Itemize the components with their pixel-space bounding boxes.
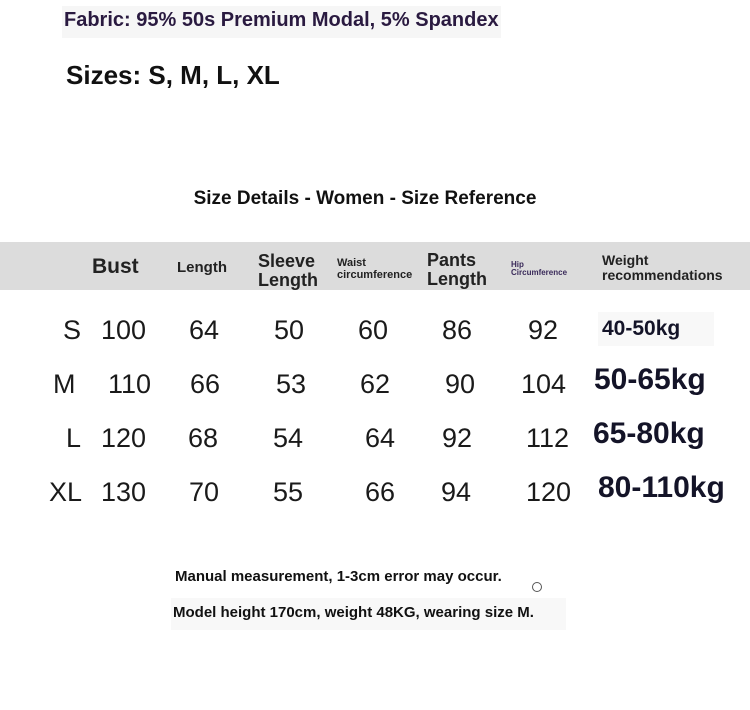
header-length: Length bbox=[177, 259, 227, 276]
row-m-waist: 62 bbox=[360, 369, 391, 399]
header-sleeve-length bbox=[258, 252, 318, 290]
row-s-weight: 40-50kg bbox=[598, 312, 714, 346]
row-l-pants: 92 bbox=[442, 423, 473, 453]
header-pants-length bbox=[427, 251, 487, 289]
row-xl-waist: 66 bbox=[365, 477, 396, 507]
row-m-pants: 90 bbox=[445, 369, 476, 399]
header-pants-line2: Length bbox=[427, 268, 487, 289]
model-note: Model height 170cm, weight 48KG, wearing size M. bbox=[171, 598, 566, 630]
row-xl-bust: 130 bbox=[101, 477, 147, 507]
header-pants-line1: Pants bbox=[427, 250, 477, 270]
header-waist-line2: circumference bbox=[337, 268, 413, 281]
sizes-text: Sizes: S, M, L, XL bbox=[66, 60, 280, 90]
row-m-bust: 110 bbox=[108, 369, 152, 399]
size-details-title: Size Details - Women - Size Reference bbox=[193, 188, 537, 209]
row-s-pants: 86 bbox=[442, 315, 473, 345]
row-xl-sleeve: 55 bbox=[273, 477, 304, 507]
header-weight-line2: recommendations bbox=[602, 266, 723, 283]
row-m-weight: 50-65kg bbox=[594, 363, 706, 396]
row-s-sleeve: 50 bbox=[274, 315, 305, 345]
row-l-size: L bbox=[66, 423, 82, 453]
row-m-sleeve: 53 bbox=[276, 369, 307, 399]
header-hip-line2: Circumference bbox=[511, 268, 568, 278]
row-l-length: 68 bbox=[188, 423, 219, 453]
row-s-bust: 100 bbox=[101, 315, 147, 345]
row-s-waist: 60 bbox=[358, 315, 389, 345]
row-l-bust: 120 bbox=[101, 423, 147, 453]
measurement-note: Manual measurement, 1-3cm error may occur. bbox=[175, 568, 502, 585]
header-weight-recommendations bbox=[602, 253, 723, 282]
row-l-hip: 112 bbox=[526, 423, 570, 453]
header-waist-line1: Waist bbox=[337, 257, 366, 269]
row-l-weight: 65-80kg bbox=[593, 417, 705, 450]
row-xl-pants: 94 bbox=[441, 477, 472, 507]
header-weight-line1: Weight bbox=[602, 252, 649, 268]
header-hip-circumference bbox=[511, 261, 567, 278]
row-m-length: 66 bbox=[190, 369, 221, 399]
row-xl-size: XL bbox=[49, 477, 83, 507]
row-l-waist: 64 bbox=[365, 423, 396, 453]
row-m-size: M bbox=[53, 369, 76, 399]
row-xl-length: 70 bbox=[189, 477, 220, 507]
fabric-text: Fabric: 95% 50s Premium Modal, 5% Spandex bbox=[62, 6, 501, 38]
row-s-hip: 92 bbox=[528, 315, 559, 345]
header-sleeve-line2: Length bbox=[258, 269, 318, 290]
header-bust: Bust bbox=[92, 255, 139, 278]
row-xl-hip: 120 bbox=[526, 477, 572, 507]
row-s-length: 64 bbox=[189, 315, 220, 345]
small-circle-icon bbox=[532, 582, 542, 592]
row-m-hip: 104 bbox=[521, 369, 567, 399]
header-waist-circumference bbox=[337, 258, 412, 281]
row-xl-weight: 80-110kg bbox=[598, 471, 725, 504]
row-l-sleeve: 54 bbox=[273, 423, 304, 453]
row-s-size: S bbox=[63, 315, 82, 345]
header-sleeve-line1: Sleeve bbox=[258, 251, 316, 271]
header-hip-line1: Hip bbox=[511, 260, 524, 269]
